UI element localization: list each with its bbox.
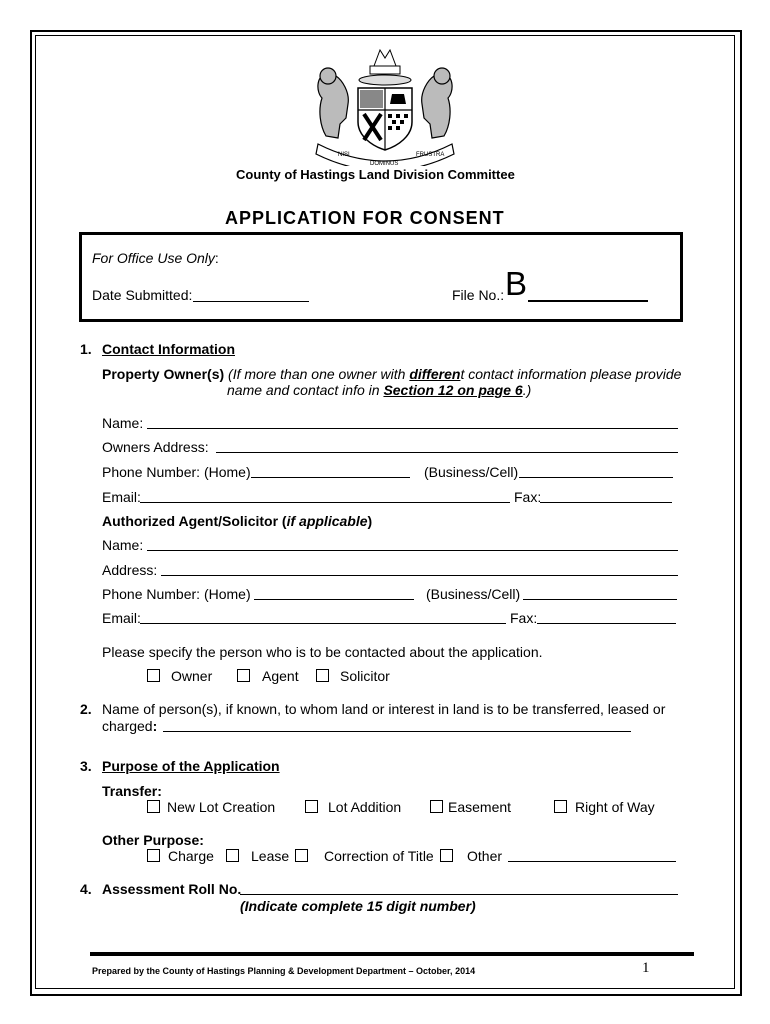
agent-fax-label: Fax: xyxy=(510,610,538,626)
agent-name-field[interactable] xyxy=(147,550,678,551)
page-title: APPLICATION FOR CONSENT xyxy=(225,208,505,228)
section1-title: Contact Information xyxy=(102,341,235,357)
assessment-roll-field[interactable] xyxy=(240,894,678,895)
right-of-way-checkbox[interactable] xyxy=(554,800,567,813)
other-purpose-label: Other Purpose: xyxy=(102,832,204,848)
agent-email-field[interactable] xyxy=(140,623,506,624)
charge-checkbox[interactable] xyxy=(147,849,160,862)
owner-heading: Property Owner(s) (If more than one owner with different contact information please provide xyxy=(102,366,682,382)
section3-title: Purpose of the Application xyxy=(102,758,280,774)
owner-business-field[interactable] xyxy=(519,477,673,478)
agent-option-label: Agent xyxy=(262,668,299,684)
agent-name-label: Name: xyxy=(102,537,144,553)
agent-fax-field[interactable] xyxy=(537,623,676,624)
section2-charged-label: charged: xyxy=(102,718,158,734)
owner-fax-field[interactable] xyxy=(540,502,672,503)
crest-motto-2: DOMINUS xyxy=(370,161,399,166)
easement-checkbox[interactable] xyxy=(430,800,443,813)
lease-label: Lease xyxy=(251,848,290,864)
new-lot-creation-checkbox[interactable] xyxy=(147,800,160,813)
owners-address-field[interactable] xyxy=(216,452,678,453)
agent-address-label: Address: xyxy=(102,562,158,578)
crest-motto-1: NISI xyxy=(338,152,350,158)
charge-label: Charge xyxy=(168,848,214,864)
owner-phone-home-field[interactable] xyxy=(251,477,410,478)
owner-note-line2: name and contact info in Section 12 on page 6.) xyxy=(227,382,532,398)
owner-option-label: Owner xyxy=(171,668,213,684)
correction-of-title-label: Correction of Title xyxy=(324,848,434,864)
transfer-label: Transfer: xyxy=(102,783,162,799)
footer-prepared-by: Prepared by the County of Hastings Planning & Development Department – October, 2014 xyxy=(92,966,476,976)
agent-heading: Authorized Agent/Solicitor (if applicable) xyxy=(102,513,373,529)
other-label: Other xyxy=(467,848,503,864)
office-use-label: For Office Use Only: xyxy=(92,250,219,266)
owner-email-label: Email: xyxy=(102,489,141,505)
office-use-box xyxy=(79,232,683,322)
easement-label: Easement xyxy=(448,799,512,815)
owners-address-label: Owners Address: xyxy=(102,439,209,455)
section1-number: 1. xyxy=(80,341,92,357)
date-submitted-field[interactable] xyxy=(193,301,309,302)
file-no-field[interactable] xyxy=(528,300,648,302)
county-crest-logo xyxy=(308,44,462,166)
date-submitted-label: Date Submitted: xyxy=(92,287,193,303)
agent-email-label: Email: xyxy=(102,610,141,626)
assessment-roll-note: (Indicate complete 15 digit number) xyxy=(240,898,476,914)
transferee-name-field[interactable] xyxy=(163,731,631,732)
new-lot-creation-label: New Lot Creation xyxy=(167,799,276,815)
committee-name: County of Hastings Land Division Committee xyxy=(236,167,515,182)
assessment-roll-label: Assessment Roll No. xyxy=(102,881,242,897)
agent-phone-home-field[interactable] xyxy=(254,599,414,600)
correction-of-title-checkbox[interactable] xyxy=(295,849,308,862)
section2-number: 2. xyxy=(80,701,92,717)
right-of-way-label: Right of Way xyxy=(575,799,655,815)
crest-motto-3: FRUSTRA xyxy=(416,152,445,158)
owner-name-field[interactable] xyxy=(147,428,678,429)
agent-address-field[interactable] xyxy=(161,575,678,576)
agent-business-field[interactable] xyxy=(523,599,677,600)
solicitor-option-label: Solicitor xyxy=(340,668,390,684)
page-number: 1 xyxy=(642,960,650,976)
agent-business-label: (Business/Cell) xyxy=(426,586,521,602)
file-no-label: File No.: xyxy=(452,287,505,303)
section2-text: Name of person(s), if known, to whom land or interest in land is to be transferred, leased or xyxy=(102,701,666,717)
owner-email-field[interactable] xyxy=(140,502,510,503)
owner-name-label: Name: xyxy=(102,415,144,431)
owner-checkbox[interactable] xyxy=(147,669,160,682)
file-no-prefix: B xyxy=(505,265,528,302)
other-purpose-field[interactable] xyxy=(508,861,676,862)
agent-checkbox[interactable] xyxy=(237,669,250,682)
contact-prompt: Please specify the person who is to be contacted about the application. xyxy=(102,644,543,660)
solicitor-checkbox[interactable] xyxy=(316,669,329,682)
lot-addition-label: Lot Addition xyxy=(328,799,402,815)
owner-business-label: (Business/Cell) xyxy=(424,464,519,480)
owner-fax-label: Fax: xyxy=(514,489,542,505)
lease-checkbox[interactable] xyxy=(226,849,239,862)
footer-rule xyxy=(90,952,694,956)
section4-number: 4. xyxy=(80,881,92,897)
agent-phone-home-label: Phone Number: (Home) xyxy=(102,586,251,602)
owner-phone-home-label: Phone Number: (Home) xyxy=(102,464,251,480)
other-checkbox[interactable] xyxy=(440,849,453,862)
lot-addition-checkbox[interactable] xyxy=(305,800,318,813)
section3-number: 3. xyxy=(80,758,92,774)
